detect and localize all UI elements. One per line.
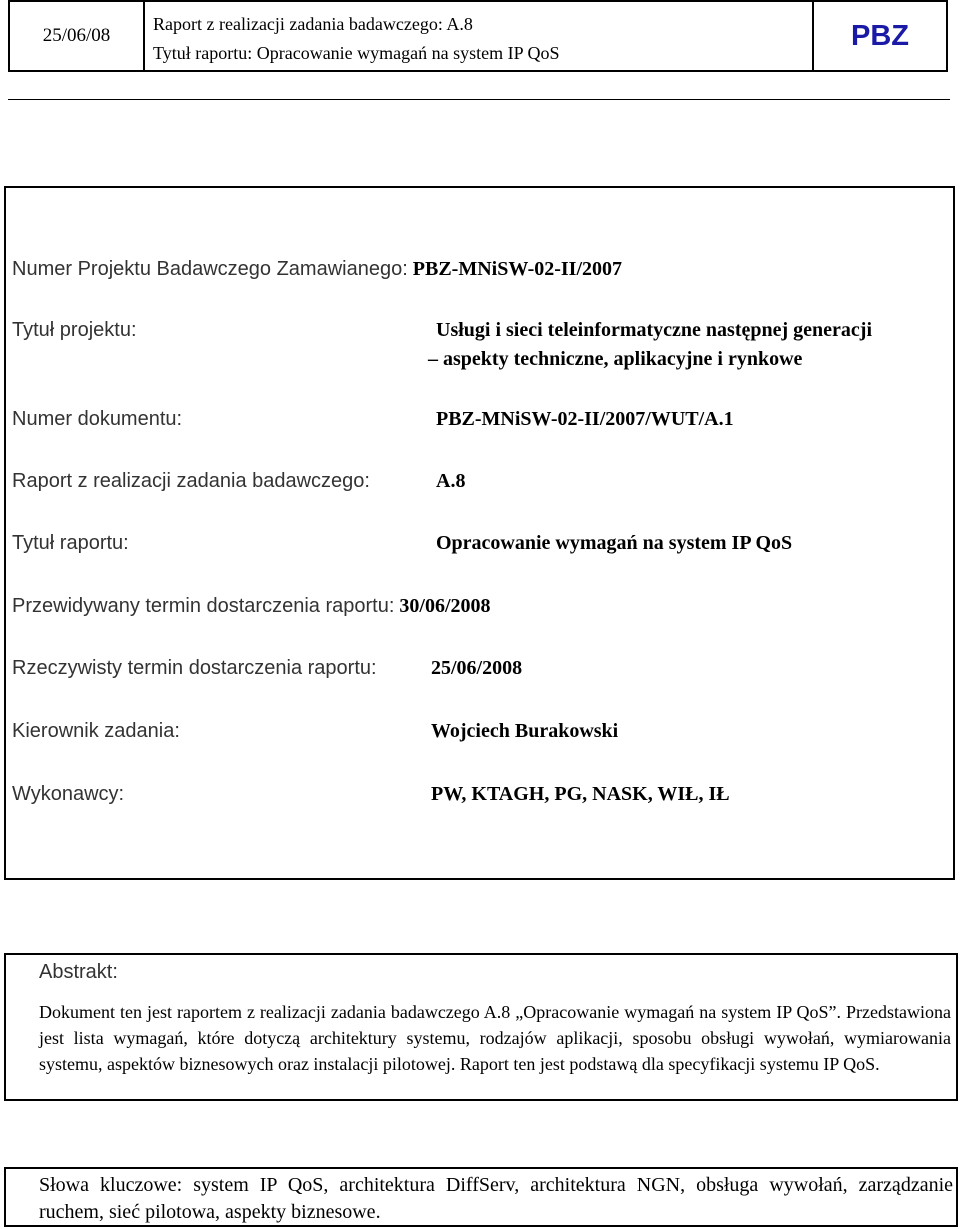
project-number-label: Numer Projektu Badawczego Zamawianego: <box>12 258 408 280</box>
contractors-label: Wykonawcy: <box>12 783 125 805</box>
project-title-line2: – aspekty techniczne, aplikacyjne i rynkowe <box>428 348 803 370</box>
report-metadata-frame <box>4 186 955 880</box>
abstract-box <box>4 953 958 1101</box>
header-date: 25/06/08 <box>10 2 145 70</box>
doc-number-label: Numer dokumentu: <box>12 408 183 430</box>
contractors-value: PW, KTAGH, PG, NASK, WIŁ, IŁ <box>431 783 730 805</box>
manager-value: Wojciech Burakowski <box>431 720 619 742</box>
project-number-value: PBZ-MNiSW-02-II/2007 <box>412 258 623 280</box>
planned-date-row <box>12 595 491 618</box>
doc-number-value: PBZ-MNiSW-02-II/2007/WUT/A.1 <box>436 408 734 430</box>
header-divider <box>8 99 950 100</box>
page-header <box>8 0 948 72</box>
planned-date-label: Przewidywany termin dostarczenia raportu: <box>12 595 395 617</box>
abstract-label: Abstrakt: <box>39 961 118 983</box>
actual-date-label: Rzeczywisty termin dostarczenia raportu: <box>12 657 377 679</box>
header-title-line1: Raport z realizacji zadania badawczego: A.8 <box>153 14 473 34</box>
keywords-text: Słowa kluczowe: system IP QoS, architektura DiffServ, architektura NGN, obsługa wywołań, zarządzanie ruchem, sieć pilotowa, aspekty biznesowe. <box>39 1174 953 1223</box>
header-title <box>145 2 814 70</box>
project-title-line1: Usługi i sieci teleinformatyczne następnej generacji <box>436 319 873 341</box>
abstract-text: Dokument ten jest raportem z realizacji zadania badawczego A.8 „Opracowanie wymagań na system IP QoS”. Przedstawiona jest lista wymagań, które dotyczą architektury systemu, rodzajów aplikacji, sposobu obsługi wywołań, wymiarowania systemu, aspektów biznesowych oraz instalacji pilotowej. Raport ten jest podstawą dla specyfikacji systemu IP QoS. <box>39 1002 951 1074</box>
manager-label: Kierownik zadania: <box>12 720 180 742</box>
project-number-row <box>12 258 622 281</box>
task-value: A.8 <box>436 470 466 492</box>
keywords-box <box>4 1167 958 1227</box>
task-label: Raport z realizacji zadania badawczego: <box>12 470 370 492</box>
project-title-label: Tytuł projektu: <box>12 319 137 341</box>
header-title-line2: Tytuł raportu: Opracowanie wymagań na system IP QoS <box>153 43 560 63</box>
pbz-logo: PBZ <box>851 19 909 52</box>
planned-date-value: 30/06/2008 <box>399 595 491 617</box>
report-title-value: Opracowanie wymagań na system IP QoS <box>436 532 793 554</box>
report-title-label: Tytuł raportu: <box>12 532 129 554</box>
actual-date-value: 25/06/2008 <box>431 657 523 679</box>
